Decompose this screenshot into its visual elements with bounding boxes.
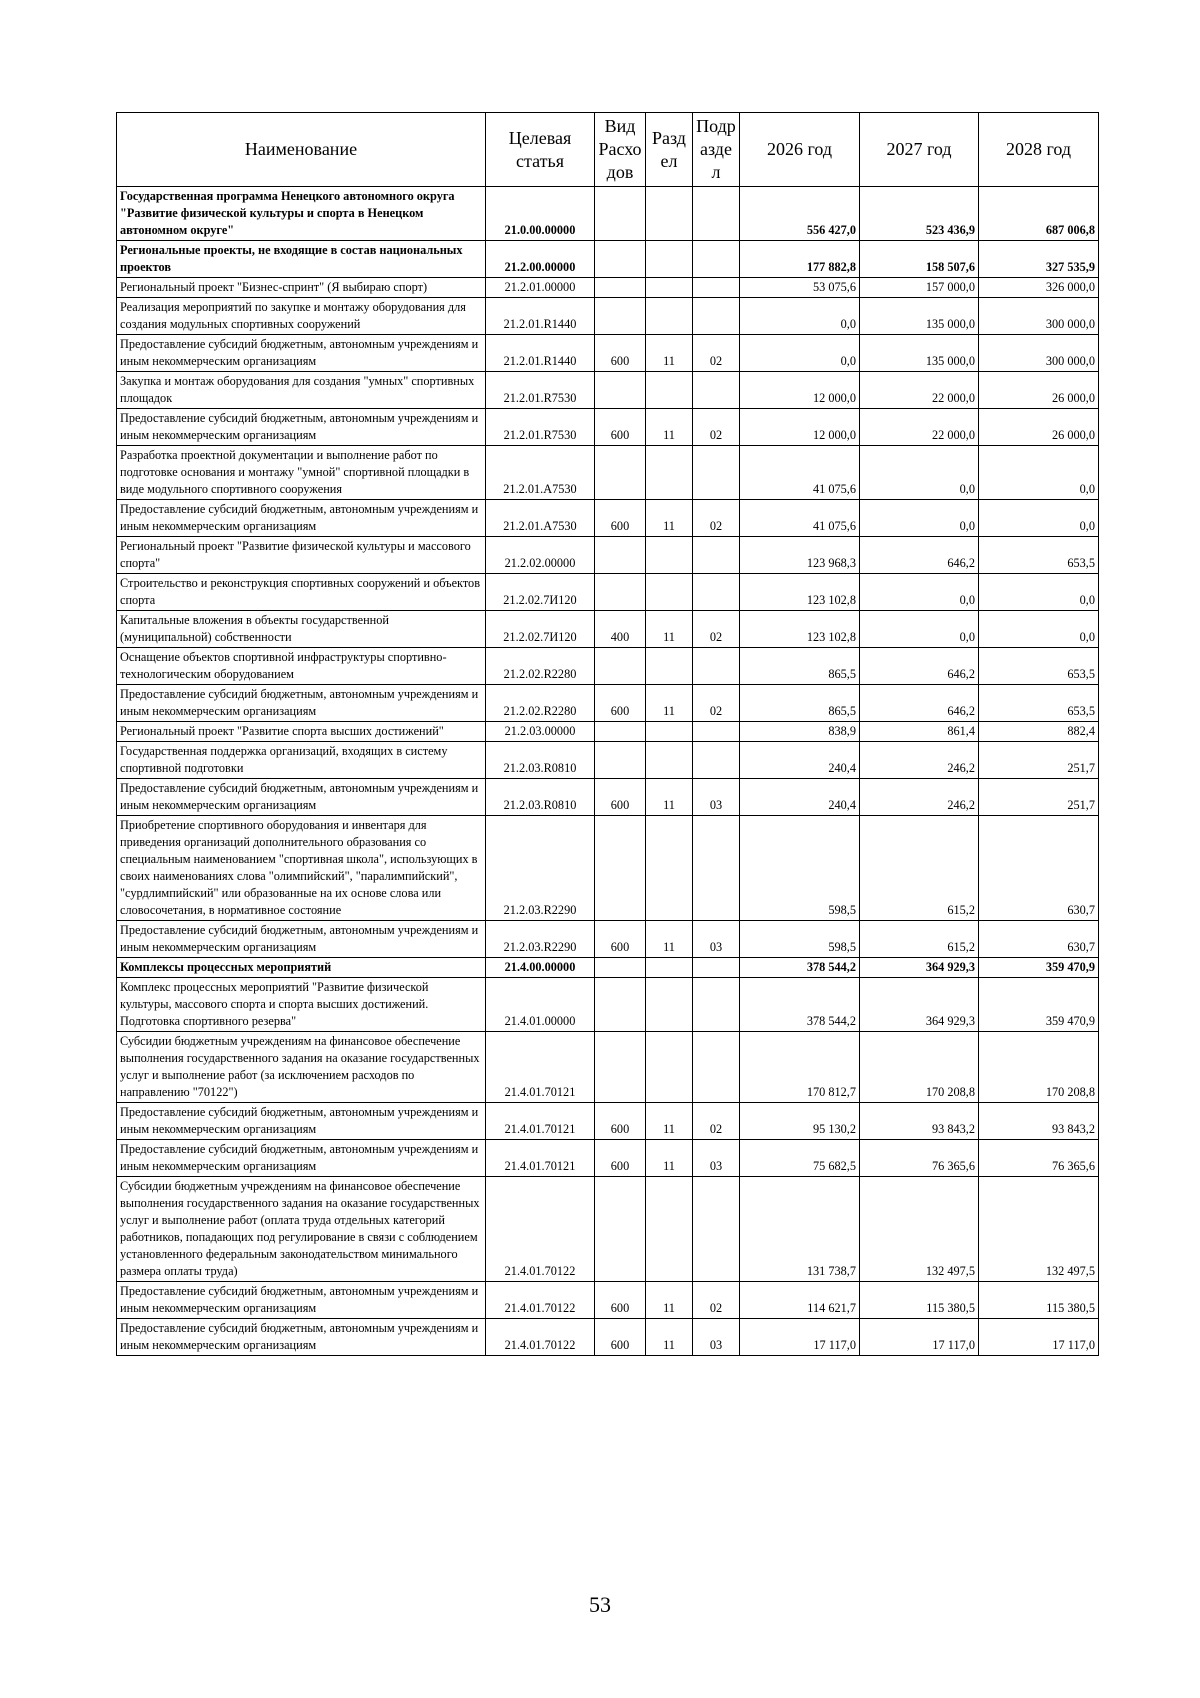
table-row — [117, 742, 1099, 779]
header-target: Целевая статья — [486, 113, 595, 187]
cell-name: Предоставление субсидий бюджетным, автономным учреждениям и иным некоммерческим организациям — [117, 335, 486, 372]
cell-target-code: 21.4.01.70122 — [486, 1319, 595, 1356]
cell-name: Региональный проект "Развитие спорта высших достижений" — [117, 722, 486, 742]
cell-name: Субсидии бюджетным учреждениям на финансовое обеспечение выполнения государственного задания на оказание государственных услуг и выполнение работ (оплата труда отдельных категорий работников, попадающих под регулирование в связи с соблюдением установленного федеральным законодательством минимального размера оплаты труда) — [117, 1177, 486, 1282]
cell-pr: 03 — [693, 1140, 740, 1177]
cell-name: Комплексы процессных мероприятий — [117, 958, 486, 978]
cell-2027: 76 365,6 — [860, 1140, 979, 1177]
cell-vr: 600 — [595, 1103, 646, 1140]
cell-2026: 0,0 — [740, 298, 860, 335]
cell-pr: 03 — [693, 1319, 740, 1356]
table-row — [117, 648, 1099, 685]
cell-target-code: 21.2.01.R7530 — [486, 409, 595, 446]
cell-2028: 326 000,0 — [979, 278, 1099, 298]
cell-rz — [646, 648, 693, 685]
cell-vr — [595, 816, 646, 921]
cell-2028: 630,7 — [979, 816, 1099, 921]
cell-vr: 600 — [595, 409, 646, 446]
cell-2028: 93 843,2 — [979, 1103, 1099, 1140]
cell-pr — [693, 722, 740, 742]
cell-vr — [595, 742, 646, 779]
cell-rz — [646, 1177, 693, 1282]
cell-target-code: 21.2.02.7И120 — [486, 574, 595, 611]
table-row — [117, 1103, 1099, 1140]
cell-name: Предоставление субсидий бюджетным, автономным учреждениям и иным некоммерческим организациям — [117, 500, 486, 537]
cell-vr — [595, 241, 646, 278]
cell-name: Предоставление субсидий бюджетным, автономным учреждениям и иным некоммерческим организациям — [117, 409, 486, 446]
cell-2026: 41 075,6 — [740, 500, 860, 537]
cell-rz: 11 — [646, 409, 693, 446]
cell-2027: 22 000,0 — [860, 372, 979, 409]
cell-2028: 653,5 — [979, 685, 1099, 722]
cell-target-code: 21.0.00.00000 — [486, 187, 595, 241]
cell-pr — [693, 537, 740, 574]
header-vr: Вид Расходов — [595, 113, 646, 187]
cell-pr — [693, 446, 740, 500]
cell-target-code: 21.4.01.70122 — [486, 1177, 595, 1282]
cell-2027: 364 929,3 — [860, 978, 979, 1032]
table-row — [117, 298, 1099, 335]
budget-table — [116, 112, 1099, 1356]
cell-rz — [646, 722, 693, 742]
cell-rz: 11 — [646, 779, 693, 816]
cell-name: Комплекс процессных мероприятий "Развитие физической культуры, массового спорта и спорта высших достижений. Подготовка спортивного резерва" — [117, 978, 486, 1032]
cell-target-code: 21.4.01.70121 — [486, 1140, 595, 1177]
cell-target-code: 21.2.03.00000 — [486, 722, 595, 742]
cell-rz — [646, 278, 693, 298]
cell-2026: 123 102,8 — [740, 574, 860, 611]
table-row — [117, 409, 1099, 446]
cell-pr: 02 — [693, 1282, 740, 1319]
table-row — [117, 446, 1099, 500]
cell-target-code: 21.2.01.00000 — [486, 278, 595, 298]
cell-2026: 378 544,2 — [740, 978, 860, 1032]
cell-pr — [693, 372, 740, 409]
cell-vr — [595, 372, 646, 409]
cell-2028: 0,0 — [979, 574, 1099, 611]
table-row — [117, 779, 1099, 816]
table-row — [117, 1319, 1099, 1356]
cell-target-code: 21.2.03.R0810 — [486, 779, 595, 816]
cell-2026: 170 812,7 — [740, 1032, 860, 1103]
cell-2028: 132 497,5 — [979, 1177, 1099, 1282]
cell-name: Предоставление субсидий бюджетным, автономным учреждениям и иным некоммерческим организациям — [117, 685, 486, 722]
cell-target-code: 21.2.02.7И120 — [486, 611, 595, 648]
cell-vr — [595, 648, 646, 685]
cell-2027: 115 380,5 — [860, 1282, 979, 1319]
table-row — [117, 921, 1099, 958]
cell-2027: 615,2 — [860, 816, 979, 921]
cell-target-code: 21.4.01.00000 — [486, 978, 595, 1032]
cell-name: Реализация мероприятий по закупке и монтажу оборудования для создания модульных спортивных сооружений — [117, 298, 486, 335]
cell-target-code: 21.2.02.R2280 — [486, 685, 595, 722]
cell-2027: 0,0 — [860, 500, 979, 537]
cell-2028: 170 208,8 — [979, 1032, 1099, 1103]
table-row — [117, 372, 1099, 409]
header-2028: 2028 год — [979, 113, 1099, 187]
cell-2027: 646,2 — [860, 685, 979, 722]
cell-2026: 41 075,6 — [740, 446, 860, 500]
cell-pr: 03 — [693, 779, 740, 816]
cell-pr — [693, 1032, 740, 1103]
cell-2028: 76 365,6 — [979, 1140, 1099, 1177]
cell-vr — [595, 978, 646, 1032]
cell-target-code: 21.2.00.00000 — [486, 241, 595, 278]
cell-pr — [693, 1177, 740, 1282]
cell-2026: 598,5 — [740, 816, 860, 921]
cell-name: Капитальные вложения в объекты государственной (муниципальной) собственности — [117, 611, 486, 648]
table-row — [117, 722, 1099, 742]
cell-rz: 11 — [646, 335, 693, 372]
cell-target-code: 21.2.01.A7530 — [486, 446, 595, 500]
cell-vr: 600 — [595, 685, 646, 722]
table-row — [117, 537, 1099, 574]
cell-2026: 131 738,7 — [740, 1177, 860, 1282]
header-pr: Подраздел — [693, 113, 740, 187]
table-row — [117, 978, 1099, 1032]
cell-2028: 251,7 — [979, 779, 1099, 816]
table-row — [117, 241, 1099, 278]
cell-rz — [646, 978, 693, 1032]
cell-2028: 359 470,9 — [979, 978, 1099, 1032]
cell-target-code: 21.2.03.R2290 — [486, 921, 595, 958]
cell-2028: 687 006,8 — [979, 187, 1099, 241]
cell-2026: 75 682,5 — [740, 1140, 860, 1177]
cell-name: Предоставление субсидий бюджетным, автономным учреждениям и иным некоммерческим организациям — [117, 779, 486, 816]
cell-2026: 0,0 — [740, 335, 860, 372]
cell-2028: 0,0 — [979, 500, 1099, 537]
table-row — [117, 1282, 1099, 1319]
cell-vr — [595, 446, 646, 500]
cell-name: Предоставление субсидий бюджетным, автономным учреждениям и иным некоммерческим организациям — [117, 921, 486, 958]
cell-2026: 177 882,8 — [740, 241, 860, 278]
cell-2028: 17 117,0 — [979, 1319, 1099, 1356]
cell-pr — [693, 958, 740, 978]
table-row — [117, 187, 1099, 241]
cell-target-code: 21.2.01.R1440 — [486, 335, 595, 372]
cell-2026: 240,4 — [740, 742, 860, 779]
table-row — [117, 816, 1099, 921]
cell-2026: 114 621,7 — [740, 1282, 860, 1319]
cell-vr — [595, 1032, 646, 1103]
cell-2027: 364 929,3 — [860, 958, 979, 978]
table-row — [117, 335, 1099, 372]
cell-name: Предоставление субсидий бюджетным, автономным учреждениям и иным некоммерческим организациям — [117, 1319, 486, 1356]
cell-target-code: 21.4.01.70121 — [486, 1103, 595, 1140]
cell-2026: 598,5 — [740, 921, 860, 958]
cell-2027: 646,2 — [860, 648, 979, 685]
cell-rz: 11 — [646, 611, 693, 648]
cell-2027: 17 117,0 — [860, 1319, 979, 1356]
cell-pr: 02 — [693, 611, 740, 648]
cell-vr — [595, 574, 646, 611]
cell-rz: 11 — [646, 1140, 693, 1177]
cell-name: Государственная программа Ненецкого автономного округа "Развитие физической культуры и спорта в Ненецком автономном округе" — [117, 187, 486, 241]
cell-pr — [693, 816, 740, 921]
cell-2027: 158 507,6 — [860, 241, 979, 278]
cell-2027: 135 000,0 — [860, 335, 979, 372]
cell-target-code: 21.2.01.R1440 — [486, 298, 595, 335]
cell-vr — [595, 298, 646, 335]
header-2027: 2027 год — [860, 113, 979, 187]
cell-pr: 02 — [693, 409, 740, 446]
table-row — [117, 278, 1099, 298]
cell-rz: 11 — [646, 1103, 693, 1140]
cell-rz — [646, 1032, 693, 1103]
cell-name: Закупка и монтаж оборудования для создания "умных" спортивных площадок — [117, 372, 486, 409]
cell-vr: 600 — [595, 500, 646, 537]
cell-rz: 11 — [646, 500, 693, 537]
table-row — [117, 685, 1099, 722]
cell-rz: 11 — [646, 1319, 693, 1356]
cell-target-code: 21.2.03.R0810 — [486, 742, 595, 779]
cell-name: Предоставление субсидий бюджетным, автономным учреждениям и иным некоммерческим организациям — [117, 1140, 486, 1177]
cell-name: Предоставление субсидий бюджетным, автономным учреждениям и иным некоммерческим организациям — [117, 1282, 486, 1319]
cell-pr: 02 — [693, 685, 740, 722]
cell-rz — [646, 241, 693, 278]
cell-vr: 600 — [595, 921, 646, 958]
cell-2028: 300 000,0 — [979, 298, 1099, 335]
cell-2027: 157 000,0 — [860, 278, 979, 298]
cell-rz: 11 — [646, 921, 693, 958]
cell-2028: 653,5 — [979, 537, 1099, 574]
cell-name: Субсидии бюджетным учреждениям на финансовое обеспечение выполнения государственного задания на оказание государственных услуг и выполнение работ (за исключением расходов по направлению "70122") — [117, 1032, 486, 1103]
cell-2027: 132 497,5 — [860, 1177, 979, 1282]
cell-target-code: 21.4.01.70121 — [486, 1032, 595, 1103]
cell-vr: 600 — [595, 779, 646, 816]
cell-rz — [646, 537, 693, 574]
header-2026: 2026 год — [740, 113, 860, 187]
cell-name: Региональные проекты, не входящие в состав национальных проектов — [117, 241, 486, 278]
cell-2028: 653,5 — [979, 648, 1099, 685]
cell-pr — [693, 742, 740, 779]
cell-2028: 630,7 — [979, 921, 1099, 958]
cell-pr: 02 — [693, 335, 740, 372]
cell-2027: 246,2 — [860, 779, 979, 816]
header-row — [117, 113, 1099, 187]
cell-pr — [693, 298, 740, 335]
table-row — [117, 574, 1099, 611]
cell-pr — [693, 978, 740, 1032]
table-row — [117, 500, 1099, 537]
cell-2026: 865,5 — [740, 685, 860, 722]
cell-rz — [646, 298, 693, 335]
cell-vr: 400 — [595, 611, 646, 648]
cell-2026: 53 075,6 — [740, 278, 860, 298]
cell-vr: 600 — [595, 1319, 646, 1356]
cell-2027: 246,2 — [860, 742, 979, 779]
cell-2027: 93 843,2 — [860, 1103, 979, 1140]
cell-2027: 523 436,9 — [860, 187, 979, 241]
cell-vr — [595, 278, 646, 298]
cell-2027: 22 000,0 — [860, 409, 979, 446]
cell-vr — [595, 537, 646, 574]
page-number: 53 — [589, 1592, 611, 1617]
cell-2028: 359 470,9 — [979, 958, 1099, 978]
cell-2028: 26 000,0 — [979, 409, 1099, 446]
cell-vr — [595, 1177, 646, 1282]
cell-rz: 11 — [646, 685, 693, 722]
table-row — [117, 1177, 1099, 1282]
cell-rz — [646, 372, 693, 409]
cell-2027: 861,4 — [860, 722, 979, 742]
cell-2026: 378 544,2 — [740, 958, 860, 978]
cell-2028: 300 000,0 — [979, 335, 1099, 372]
cell-target-code: 21.2.03.R2290 — [486, 816, 595, 921]
table-row — [117, 1140, 1099, 1177]
cell-2027: 0,0 — [860, 611, 979, 648]
cell-pr: 02 — [693, 1103, 740, 1140]
cell-target-code: 21.4.01.70122 — [486, 1282, 595, 1319]
cell-2026: 95 130,2 — [740, 1103, 860, 1140]
cell-target-code: 21.2.02.R2280 — [486, 648, 595, 685]
cell-vr — [595, 722, 646, 742]
cell-vr: 600 — [595, 335, 646, 372]
cell-2027: 135 000,0 — [860, 298, 979, 335]
header-name: Наименование — [117, 113, 486, 187]
cell-2028: 0,0 — [979, 446, 1099, 500]
cell-2026: 17 117,0 — [740, 1319, 860, 1356]
cell-pr — [693, 648, 740, 685]
table-row — [117, 611, 1099, 648]
cell-rz — [646, 742, 693, 779]
cell-2027: 0,0 — [860, 446, 979, 500]
cell-2026: 240,4 — [740, 779, 860, 816]
cell-vr: 600 — [595, 1140, 646, 1177]
cell-rz — [646, 574, 693, 611]
cell-target-code: 21.2.01.A7530 — [486, 500, 595, 537]
cell-2028: 115 380,5 — [979, 1282, 1099, 1319]
cell-name: Предоставление субсидий бюджетным, автономным учреждениям и иным некоммерческим организациям — [117, 1103, 486, 1140]
cell-2026: 123 968,3 — [740, 537, 860, 574]
cell-2027: 0,0 — [860, 574, 979, 611]
cell-pr — [693, 574, 740, 611]
cell-rz: 11 — [646, 1282, 693, 1319]
cell-target-code: 21.2.01.R7530 — [486, 372, 595, 409]
cell-name: Государственная поддержка организаций, входящих в систему спортивной подготовки — [117, 742, 486, 779]
cell-2028: 26 000,0 — [979, 372, 1099, 409]
cell-name: Приобретение спортивного оборудования и инвентаря для приведения организаций дополнительного образования со специальным наименованием "спортивная школа", использующих в своих наименованиях слова "олимпийский", "паралимпийский", "сурдлимпийский" или образованные на их основе слова или словосочетания, в нормативное состояние — [117, 816, 486, 921]
cell-name: Региональный проект "Бизнес-спринт" (Я выбираю спорт) — [117, 278, 486, 298]
cell-2028: 0,0 — [979, 611, 1099, 648]
cell-2026: 12 000,0 — [740, 409, 860, 446]
table-row — [117, 1032, 1099, 1103]
cell-target-code: 21.2.02.00000 — [486, 537, 595, 574]
cell-target-code: 21.4.00.00000 — [486, 958, 595, 978]
cell-vr — [595, 187, 646, 241]
cell-2027: 646,2 — [860, 537, 979, 574]
table-row — [117, 958, 1099, 978]
cell-rz — [646, 816, 693, 921]
cell-2026: 556 427,0 — [740, 187, 860, 241]
header-rz: Раздел — [646, 113, 693, 187]
cell-2028: 882,4 — [979, 722, 1099, 742]
cell-2026: 838,9 — [740, 722, 860, 742]
cell-pr: 02 — [693, 500, 740, 537]
cell-2026: 12 000,0 — [740, 372, 860, 409]
cell-name: Строительство и реконструкция спортивных сооружений и объектов спорта — [117, 574, 486, 611]
cell-2028: 327 535,9 — [979, 241, 1099, 278]
cell-name: Оснащение объектов спортивной инфраструктуры спортивно-технологическим оборудованием — [117, 648, 486, 685]
cell-2027: 615,2 — [860, 921, 979, 958]
cell-2026: 865,5 — [740, 648, 860, 685]
cell-rz — [646, 958, 693, 978]
cell-2027: 170 208,8 — [860, 1032, 979, 1103]
cell-vr — [595, 958, 646, 978]
cell-pr — [693, 241, 740, 278]
cell-rz — [646, 187, 693, 241]
cell-2028: 251,7 — [979, 742, 1099, 779]
cell-rz — [646, 446, 693, 500]
cell-name: Региональный проект "Развитие физической культуры и массового спорта" — [117, 537, 486, 574]
cell-name: Разработка проектной документации и выполнение работ по подготовке основания и монтажу "умной" спортивной площадки в виде модульного спортивного сооружения — [117, 446, 486, 500]
cell-pr — [693, 278, 740, 298]
cell-vr: 600 — [595, 1282, 646, 1319]
cell-pr: 03 — [693, 921, 740, 958]
cell-pr — [693, 187, 740, 241]
cell-2026: 123 102,8 — [740, 611, 860, 648]
